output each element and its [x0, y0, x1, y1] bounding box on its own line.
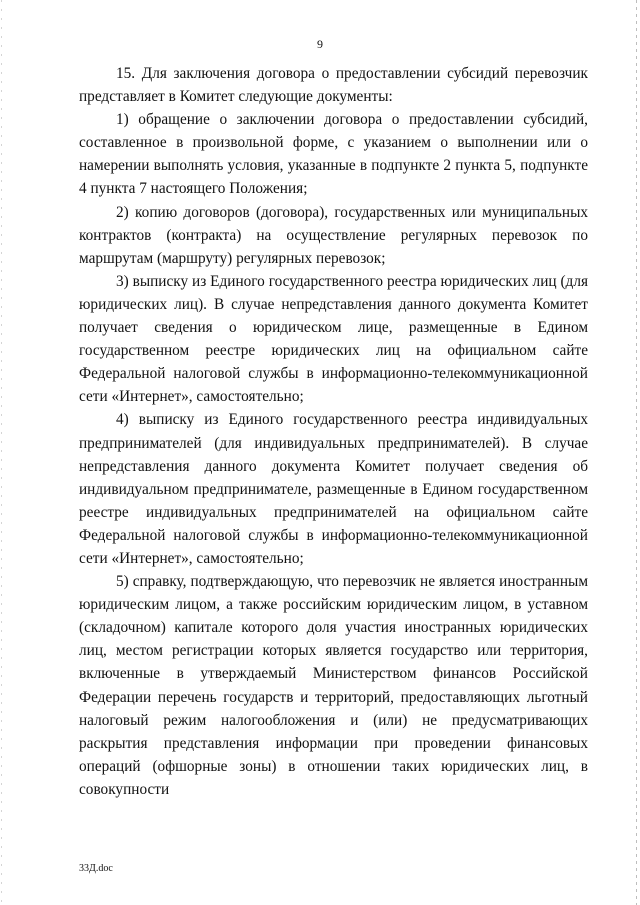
document-body [79, 62, 588, 801]
list-item-3: 3) выписку из Единого государственного реестра юридических лиц (для юридических лиц). В случае непредставления данного документа Комитет получает сведения о юридическом лице, размещенные в Едином государственном реестре юридических лиц на официальном сайте Федеральной налоговой службы в информационно-телекоммуникационной сети «Интернет», самостоятельно; [79, 272, 588, 406]
footer-file-name: 33Д.doc [79, 863, 113, 874]
scan-edge-right [636, 0, 637, 905]
list-item-2: 2) копию договоров (договора), государственных или муниципальных контрактов (контракта) на осуществление регулярных перевозок по маршрутам (маршруту) регулярных перевозок; [79, 203, 588, 267]
scan-edge-left [1, 0, 2, 905]
list-item-5: 5) справку, подтверждающую, что перевозчик не является иностранным юридическим лицом, а также российским юридическим лицом, в уставном (складочном) капитале которого доля участия иностранных юридических лиц, местом регистрации которых является государство или территория, включенные в утверждаемый Министерством финансов Российской Федерации перечень государств и территорий, предоставляющих льготный налоговый режим налогообложения и (или) не предусматривающих раскрытия представления информации при проведении финансовых операций (офшорные зоны) в отношении таких юридических лиц, в совокупности [79, 573, 588, 798]
list-item-1: 1) обращение о заключении договора о предоставлении субсидий, составленное в произвольной форме, с указанием о выполнении или о намерении выполнять условия, указанные в подпункте 2 пункта 5, подпункте 4 пункта 7 настоящего Положения; [79, 111, 588, 198]
page-number: 9 [317, 37, 323, 51]
list-item-4: 4) выписку из Единого государственного реестра индивидуальных предпринимателей (для индивидуальных предпринимателей). В случае непредставления данного документа Комитет получает сведения об индивидуальном предпринимателе, размещенные в Едином государственном реестре индивидуальных предпринимателей на официальном сайте Федеральной налоговой службы в информационно-телекоммуникационной сети «Интернет», самостоятельно; [79, 411, 588, 567]
paragraph-15: 15. Для заключения договора о предоставлении субсидий перевозчик представляет в Комитет следующие документы: [79, 65, 588, 106]
